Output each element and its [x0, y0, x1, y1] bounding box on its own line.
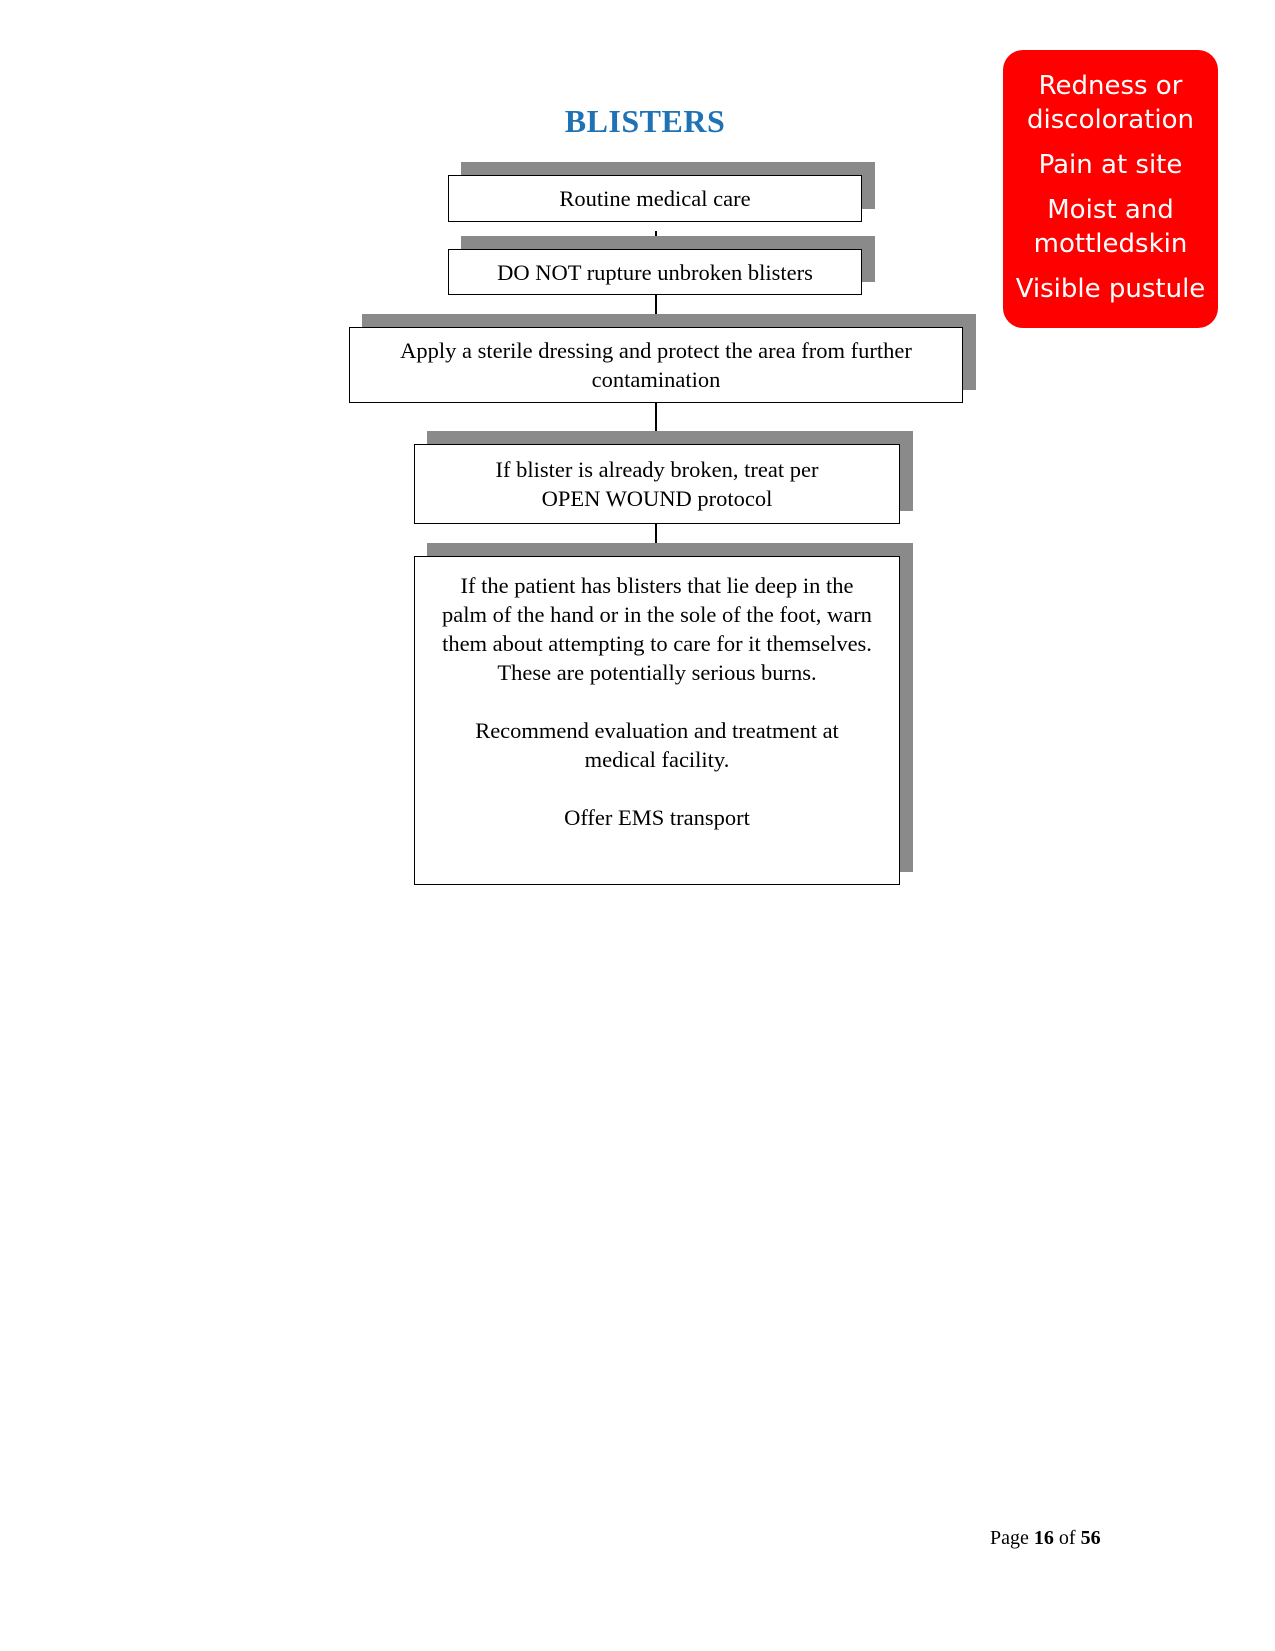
signs-symptoms-box — [1003, 50, 1218, 328]
of-label: of — [1058, 1527, 1076, 1549]
step-routine-care-text: Routine medical care — [559, 186, 751, 211]
connector-1-2 — [655, 231, 657, 249]
step-do-not-rupture — [448, 249, 862, 295]
step-routine-care — [448, 175, 862, 222]
step-sterile-dressing — [349, 327, 963, 403]
step-broken-blister-text: If blister is already broken, treat per OPEN WOUND protocol — [495, 457, 819, 511]
total-pages: 56 — [1080, 1527, 1101, 1549]
offer-ems-transport: Offer EMS transport — [564, 805, 750, 830]
connector-3-4 — [655, 402, 657, 445]
deep-blisters-warning: If the patient has blisters that lie deep in the palm of the hand or in the sole of the foot, warn them about attempting to care for it themselves. These are potentially serious burns. — [442, 573, 872, 685]
recommend-evaluation: Recommend evaluation and treatment at medical facility. — [475, 718, 839, 772]
sign-pustule: Visible pustule — [1015, 274, 1206, 304]
sign-moist-skin: Moist and mottledskin — [1033, 195, 1188, 259]
step-sterile-dressing-text: Apply a sterile dressing and protect the area from further contamination — [400, 338, 912, 392]
sign-pain: Pain at site — [1038, 150, 1183, 180]
current-page: 16 — [1033, 1527, 1054, 1549]
page-number — [990, 1527, 1101, 1550]
step-broken-blister — [414, 444, 900, 524]
page-title: BLISTERS — [564, 103, 726, 139]
sign-redness: Redness or discoloration — [1027, 71, 1195, 135]
connector-4-5 — [655, 523, 657, 557]
page-label: Page — [990, 1527, 1029, 1549]
connector-2-3 — [655, 294, 657, 328]
step-deep-blisters-advice — [414, 556, 900, 885]
step-do-not-rupture-text: DO NOT rupture unbroken blisters — [497, 259, 813, 285]
